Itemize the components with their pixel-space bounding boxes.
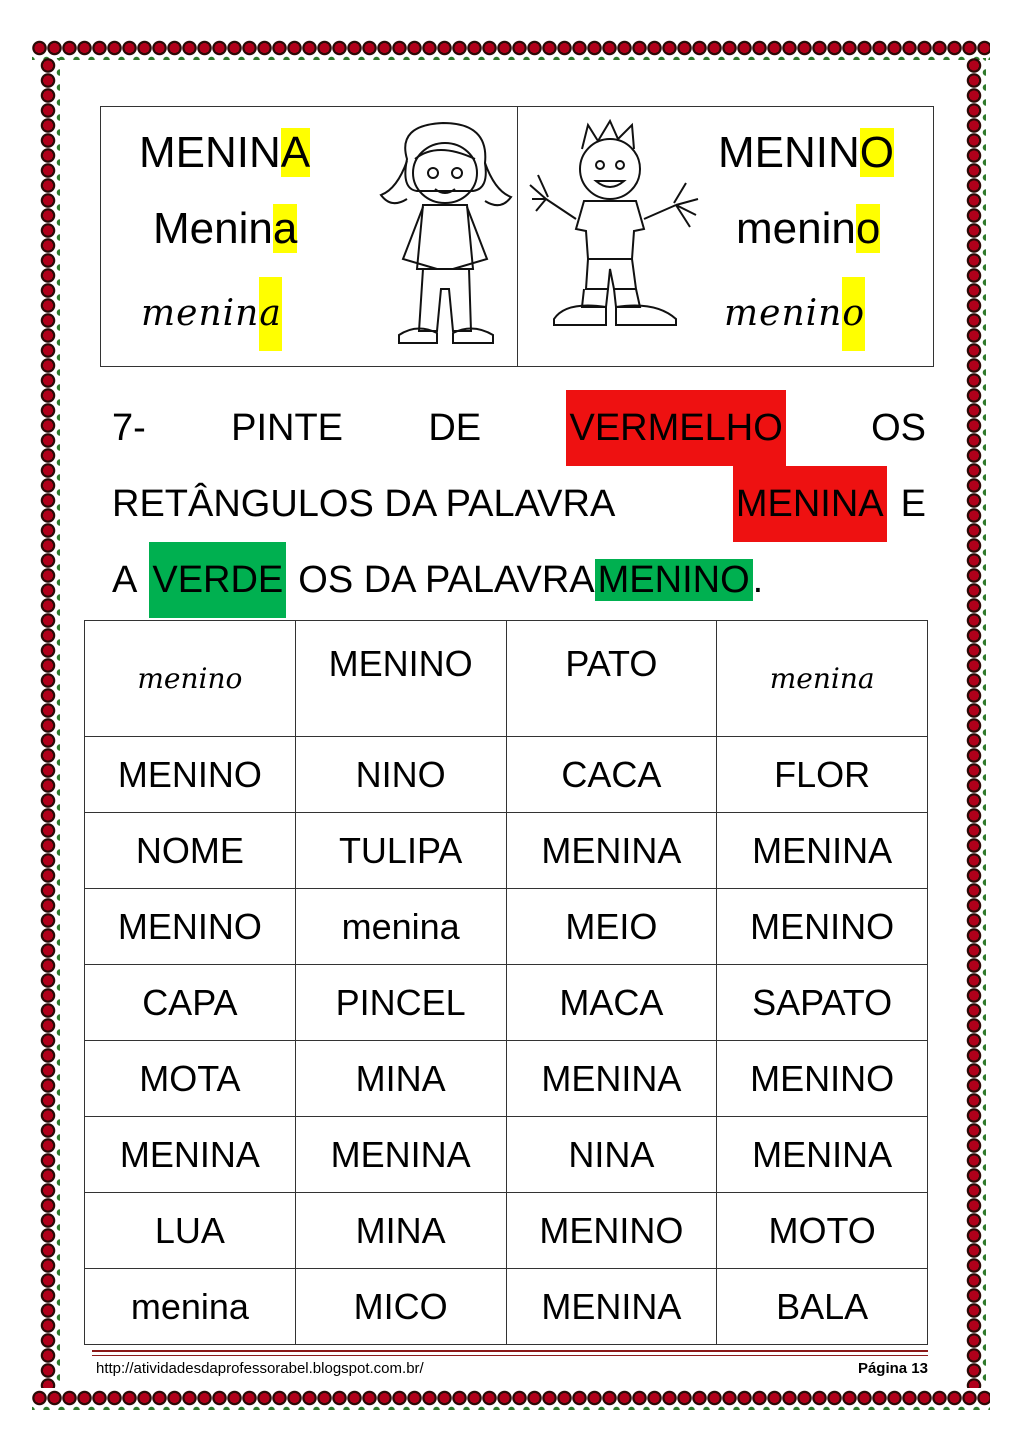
grid-cell[interactable]: MENINA <box>506 1269 717 1345</box>
green-highlight-word: VERDE <box>149 542 286 618</box>
flower-border-top <box>32 36 990 60</box>
instruction-word: DE <box>428 407 482 449</box>
boy-example-cell <box>517 107 933 366</box>
word-stem: menin <box>724 293 843 334</box>
grid-cell[interactable]: MEIO <box>506 889 717 965</box>
grid-cell[interactable]: MOTA <box>85 1041 296 1117</box>
grid-row <box>85 621 928 737</box>
red-highlight-word: MENINA <box>733 466 887 542</box>
grid-cell[interactable]: CACA <box>506 737 717 813</box>
word-stem: MENIN <box>139 128 281 177</box>
grid-cell[interactable]: MOTO <box>717 1193 928 1269</box>
grid-cell[interactable]: TULIPA <box>295 813 506 889</box>
grid-row <box>85 813 928 889</box>
grid-cell[interactable]: MENINA <box>295 1117 506 1193</box>
instruction-word: A <box>112 559 138 601</box>
girl-word-title <box>153 203 297 255</box>
grid-cell[interactable]: MENINO <box>717 1041 928 1117</box>
instruction-text: RETÂNGULOS DA PALAVRA <box>112 483 616 525</box>
grid-cell[interactable]: MENINO <box>85 737 296 813</box>
word-ending-highlight: O <box>859 128 895 177</box>
grid-row <box>85 965 928 1041</box>
grid-cell[interactable]: NINA <box>506 1117 717 1193</box>
girl-word-cursive <box>141 277 282 351</box>
grid-cell[interactable]: NOME <box>85 813 296 889</box>
footer-url[interactable]: http://atividadesdaprofessorabel.blogspot.com.br/ <box>96 1360 424 1377</box>
grid-cell[interactable]: PATO <box>506 621 717 737</box>
grid-row <box>85 1117 928 1193</box>
instruction-tail <box>595 542 764 618</box>
grid-cell[interactable]: MENINA <box>85 1117 296 1193</box>
instruction <box>112 390 926 618</box>
boy-word-upper <box>718 127 894 179</box>
grid-cell[interactable]: MINA <box>295 1193 506 1269</box>
instruction-line-2 <box>112 466 926 542</box>
grid-cell[interactable]: MENINA <box>717 1117 928 1193</box>
grid-row <box>85 1269 928 1345</box>
word-stem: MENIN <box>718 128 860 177</box>
instruction-text: OS DA PALAVRA <box>298 559 595 601</box>
word-stem: menin <box>736 204 856 253</box>
example-box <box>100 106 934 367</box>
grid-cell[interactable]: MINA <box>295 1041 506 1117</box>
footer-divider <box>92 1350 928 1356</box>
word-ending-highlight: o <box>842 277 865 351</box>
girl-word-upper <box>139 127 310 179</box>
word-stem: Menin <box>153 204 273 253</box>
boy-word-cursive <box>724 277 865 351</box>
grid-cell[interactable]: menino <box>85 621 296 737</box>
grid-cell[interactable]: menina <box>295 889 506 965</box>
instruction-word: PINTE <box>231 407 344 449</box>
grid-cell[interactable]: MENINO <box>295 621 506 737</box>
grid-row <box>85 889 928 965</box>
grid-cell[interactable]: FLOR <box>717 737 928 813</box>
instruction-line-3 <box>112 542 926 618</box>
red-highlight-word: VERMELHO <box>566 390 785 466</box>
grid-cell[interactable]: menina <box>85 1269 296 1345</box>
flower-border-bottom <box>32 1386 990 1410</box>
grid-cell[interactable]: NINO <box>295 737 506 813</box>
word-stem: menin <box>141 293 260 334</box>
grid-cell[interactable]: menina <box>717 621 928 737</box>
grid-cell[interactable]: CAPA <box>85 965 296 1041</box>
boy-word-lower <box>736 203 880 255</box>
green-highlight-word: MENINO <box>595 559 753 601</box>
instruction-line-1 <box>112 390 926 466</box>
girl-example-cell <box>101 107 517 366</box>
boy-illustration <box>526 119 706 339</box>
instruction-tail <box>733 466 926 542</box>
flower-border-left <box>36 58 60 1388</box>
exercise-number: 7- <box>112 407 146 449</box>
grid-cell[interactable]: MACA <box>506 965 717 1041</box>
instruction-word: OS <box>871 407 926 449</box>
grid-cell[interactable]: MENINA <box>717 813 928 889</box>
grid-cell[interactable]: LUA <box>85 1193 296 1269</box>
grid-cell[interactable]: MENINO <box>506 1193 717 1269</box>
word-ending-highlight: A <box>280 128 311 177</box>
word-ending-highlight: a <box>272 204 298 253</box>
word-ending-highlight: a <box>259 277 281 351</box>
girl-illustration <box>377 119 515 355</box>
page-number: Página 13 <box>857 1360 928 1377</box>
grid-cell[interactable]: SAPATO <box>717 965 928 1041</box>
grid-row <box>85 737 928 813</box>
grid-cell[interactable]: MENINO <box>717 889 928 965</box>
grid-cell[interactable]: MENINO <box>85 889 296 965</box>
grid-cell[interactable]: BALA <box>717 1269 928 1345</box>
word-grid <box>84 620 928 1345</box>
instruction-word: E <box>900 483 926 525</box>
grid-cell[interactable]: PINCEL <box>295 965 506 1041</box>
flower-border-right <box>962 58 986 1388</box>
instruction-period: . <box>752 559 764 601</box>
grid-cell[interactable]: MENINA <box>506 813 717 889</box>
grid-cell[interactable]: MICO <box>295 1269 506 1345</box>
grid-cell[interactable]: MENINA <box>506 1041 717 1117</box>
word-ending-highlight: o <box>855 204 881 253</box>
grid-row <box>85 1041 928 1117</box>
grid-row <box>85 1193 928 1269</box>
